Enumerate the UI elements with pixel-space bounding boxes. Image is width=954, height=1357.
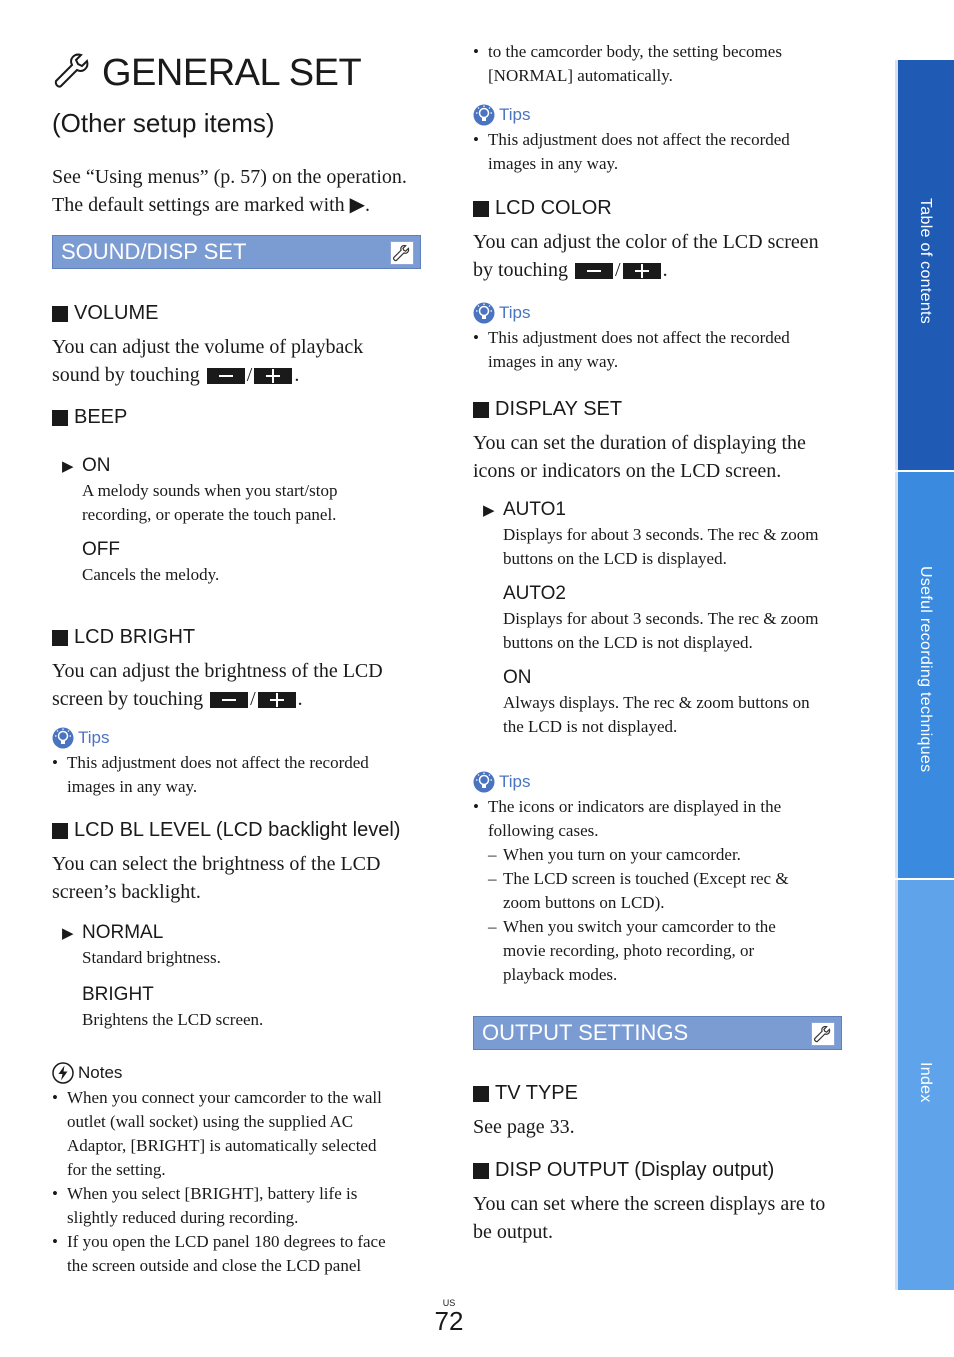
sidebar-tab-label: Index bbox=[917, 1062, 934, 1103]
list-item bbox=[488, 867, 845, 915]
minus-button-icon bbox=[575, 263, 613, 279]
text-line: screen’s backlight. bbox=[52, 881, 201, 903]
text-line: You can set where the screen displays are to bbox=[473, 1193, 826, 1215]
option-label-text: NORMAL bbox=[82, 922, 164, 943]
text-span: screen by touching bbox=[52, 688, 204, 710]
item-heading bbox=[473, 398, 845, 421]
intro-line: The default settings are marked with ▶. bbox=[52, 194, 371, 216]
square-bullet-icon bbox=[473, 1163, 489, 1179]
square-bullet-icon bbox=[52, 630, 68, 646]
minus-button-icon bbox=[207, 368, 245, 384]
default-marker-icon: ▶ bbox=[483, 502, 495, 519]
option-description: Cancels the melody. bbox=[82, 565, 220, 584]
item-heading-text: DISP OUTPUT (Display output) bbox=[495, 1159, 775, 1181]
item-heading-text: VOLUME bbox=[74, 302, 159, 324]
tv-type-item bbox=[473, 1082, 845, 1141]
option-description bbox=[82, 479, 424, 527]
section-title: SOUND/DISP SET bbox=[61, 239, 247, 264]
text-line: You can adjust the volume of playback bbox=[52, 336, 364, 358]
item-description bbox=[52, 333, 424, 389]
tips-lightbulb-icon bbox=[473, 104, 495, 126]
option-label: AUTO2 bbox=[503, 583, 567, 604]
notes-warning-icon bbox=[52, 1062, 74, 1084]
text-line: images in any way. bbox=[488, 352, 619, 371]
wrench-icon bbox=[52, 51, 96, 95]
text-line: buttons on the LCD is not displayed. bbox=[503, 633, 753, 652]
text-line: screen by touching / . bbox=[52, 688, 303, 710]
item-heading-text: DISPLAY SET bbox=[495, 398, 623, 420]
option-label-text: AUTO1 bbox=[503, 499, 567, 520]
item-description bbox=[52, 657, 424, 713]
text-line: You can select the brightness of the LCD bbox=[52, 853, 381, 875]
text-line: by touching / . bbox=[473, 259, 668, 281]
section-bar-output bbox=[473, 1016, 842, 1050]
note-continuation bbox=[473, 40, 845, 176]
text-line: for the setting. bbox=[67, 1160, 166, 1179]
text-line: You can adjust the color of the LCD screen bbox=[473, 231, 819, 253]
text-line: slightly reduced during recording. bbox=[67, 1208, 299, 1227]
item-heading bbox=[52, 626, 424, 649]
notes-heading bbox=[52, 1062, 424, 1084]
text-line: Adaptor, [BRIGHT] is automatically selected bbox=[67, 1136, 377, 1155]
text-span: by touching bbox=[473, 259, 568, 281]
tips-heading bbox=[52, 727, 424, 749]
section-title: OUTPUT SETTINGS bbox=[482, 1020, 689, 1045]
tips-list bbox=[473, 795, 845, 843]
text-line: A melody sounds when you start/stop bbox=[82, 481, 338, 500]
notes-heading-text: Notes bbox=[78, 1063, 123, 1082]
sidebar-tab-label: Useful recording techniques bbox=[917, 566, 934, 773]
text-line: Always displays. The rec & zoom buttons on bbox=[503, 693, 810, 712]
text-line: outlet (wall socket) using the supplied AC bbox=[67, 1112, 354, 1131]
item-heading bbox=[52, 819, 424, 842]
option-auto1 bbox=[483, 499, 845, 571]
page-title bbox=[52, 40, 424, 106]
text-line: If you open the LCD panel 180 degrees to face bbox=[67, 1232, 386, 1251]
page-number-text: 72 bbox=[434, 1306, 464, 1336]
page-number bbox=[434, 1298, 464, 1334]
tips-heading-text: Tips bbox=[499, 105, 531, 124]
list-item bbox=[52, 1182, 424, 1230]
text-line: The icons or indicators are displayed in the bbox=[488, 797, 782, 816]
tips-heading-text: Tips bbox=[499, 303, 531, 322]
list-item bbox=[488, 915, 845, 987]
cases-list bbox=[488, 843, 845, 987]
text-line: This adjustment does not affect the recorded bbox=[488, 328, 790, 347]
tips-heading-text: Tips bbox=[78, 728, 110, 747]
item-heading-text: BEEP bbox=[74, 406, 128, 428]
text-line: images in any way. bbox=[67, 777, 198, 796]
text-line: This adjustment does not affect the recorded bbox=[67, 753, 369, 772]
square-bullet-icon bbox=[473, 1086, 489, 1102]
item-heading bbox=[52, 406, 424, 429]
option-label: ON bbox=[503, 667, 532, 688]
option-description bbox=[503, 607, 845, 655]
tips-lightbulb-icon bbox=[473, 302, 495, 324]
item-description bbox=[473, 429, 845, 485]
plus-button-icon bbox=[254, 368, 292, 384]
text-line: Displays for about 3 seconds. The rec & zoom bbox=[503, 609, 819, 628]
lcd-bl-level-item bbox=[52, 819, 424, 1278]
default-marker-icon: ▶ bbox=[62, 458, 74, 475]
intro-text bbox=[52, 163, 424, 219]
text-line: be output. bbox=[473, 1221, 553, 1243]
option-label bbox=[62, 922, 424, 944]
text-line: the LCD is not displayed. bbox=[503, 717, 678, 736]
item-description bbox=[473, 228, 845, 284]
separator: / bbox=[615, 259, 621, 281]
item-heading bbox=[473, 197, 845, 220]
item-heading bbox=[473, 1082, 845, 1105]
text-line: movie recording, photo recording, or bbox=[503, 941, 755, 960]
option-label bbox=[483, 499, 845, 521]
separator: / bbox=[250, 688, 256, 710]
text-line: icons or indicators on the LCD screen. bbox=[473, 460, 782, 482]
text-span: sound by touching bbox=[52, 364, 200, 386]
sidebar-tab-table-of-contents[interactable] bbox=[895, 60, 954, 470]
text-line: When you turn on your camcorder. bbox=[503, 845, 741, 864]
sidebar-tab-label: Table of contents bbox=[917, 198, 934, 325]
option-bright bbox=[62, 984, 424, 1032]
option-on bbox=[62, 455, 424, 527]
tips-lightbulb-icon bbox=[52, 727, 74, 749]
list-item bbox=[488, 843, 845, 867]
text-line: When you select [BRIGHT], battery life is bbox=[67, 1184, 358, 1203]
sidebar-tab-useful-recording-techniques[interactable] bbox=[895, 472, 954, 878]
default-marker-icon: ▶ bbox=[62, 925, 74, 942]
text-line: When you switch your camcorder to the bbox=[503, 917, 776, 936]
item-description bbox=[52, 850, 424, 906]
list-item bbox=[473, 40, 845, 88]
item-heading-text: LCD BRIGHT bbox=[74, 626, 196, 648]
text-line: [NORMAL] automatically. bbox=[488, 66, 673, 85]
volume-item bbox=[52, 302, 424, 389]
tips-heading-text: Tips bbox=[499, 772, 531, 791]
square-bullet-icon bbox=[52, 823, 68, 839]
intro-line: See “Using menus” (p. 57) on the operation. bbox=[52, 166, 407, 188]
sidebar-tab-index[interactable] bbox=[895, 880, 954, 1290]
option-on bbox=[483, 667, 845, 739]
plus-button-icon bbox=[258, 692, 296, 708]
option-description: Brightens the LCD screen. bbox=[82, 1010, 264, 1029]
item-heading-text: LCD COLOR bbox=[495, 197, 612, 219]
wrench-icon bbox=[811, 1022, 835, 1046]
wrench-icon bbox=[390, 241, 414, 265]
text-line: sound by touching / . bbox=[52, 364, 300, 386]
notes-list-continued bbox=[473, 40, 845, 88]
tips-heading bbox=[473, 771, 845, 793]
tips-list bbox=[473, 326, 845, 374]
option-label bbox=[62, 455, 424, 477]
text-line: zoom buttons on LCD). bbox=[503, 893, 665, 912]
minus-button-icon bbox=[210, 692, 248, 708]
item-heading bbox=[52, 302, 424, 325]
tips-heading bbox=[473, 104, 845, 126]
item-heading-text: LCD BL LEVEL (LCD backlight level) bbox=[74, 819, 401, 841]
text-line: Displays for about 3 seconds. The rec & zoom bbox=[503, 525, 819, 544]
text-line: You can adjust the brightness of the LCD bbox=[52, 660, 383, 682]
square-bullet-icon bbox=[473, 402, 489, 418]
list-item bbox=[52, 751, 424, 799]
separator: / bbox=[246, 364, 253, 386]
list-item bbox=[52, 1086, 424, 1182]
option-label: OFF bbox=[82, 539, 120, 560]
tips-list bbox=[52, 751, 424, 799]
tips-lightbulb-icon bbox=[473, 771, 495, 793]
page-subtitle: (Other setup items) bbox=[52, 108, 275, 138]
item-heading bbox=[473, 1159, 845, 1182]
text-line: You can set the duration of displaying the bbox=[473, 432, 806, 454]
text-line: buttons on the LCD is displayed. bbox=[503, 549, 727, 568]
left-column bbox=[52, 40, 424, 219]
square-bullet-icon bbox=[52, 306, 68, 322]
option-normal bbox=[62, 922, 424, 970]
square-bullet-icon bbox=[52, 410, 68, 426]
option-description bbox=[503, 691, 845, 739]
text-line: following cases. bbox=[488, 821, 599, 840]
text-line: the screen outside and close the LCD panel bbox=[67, 1256, 362, 1275]
disp-output-item bbox=[473, 1159, 845, 1246]
text-line: recording, or operate the touch panel. bbox=[82, 505, 337, 524]
tips-list bbox=[473, 128, 845, 176]
text-line: This adjustment does not affect the recorded bbox=[488, 130, 790, 149]
plus-button-icon bbox=[623, 263, 661, 279]
option-label: BRIGHT bbox=[82, 984, 154, 1005]
notes-list bbox=[52, 1086, 424, 1278]
region-code: US bbox=[442, 1298, 456, 1308]
item-description bbox=[473, 1190, 845, 1246]
option-description: Standard brightness. bbox=[82, 948, 221, 967]
square-bullet-icon bbox=[473, 201, 489, 217]
option-description bbox=[503, 523, 845, 571]
text-line: playback modes. bbox=[503, 965, 618, 984]
list-item bbox=[473, 128, 845, 176]
list-item bbox=[473, 795, 845, 843]
item-description: See page 33. bbox=[473, 1116, 575, 1138]
text-line: images in any way. bbox=[488, 154, 619, 173]
option-label-text: ON bbox=[82, 455, 111, 476]
tips-heading bbox=[473, 302, 845, 324]
section-bar-sound-disp bbox=[52, 235, 421, 269]
lcd-color-item bbox=[473, 197, 845, 374]
item-heading-text: TV TYPE bbox=[495, 1082, 578, 1104]
text-line: When you connect your camcorder to the wall bbox=[67, 1088, 382, 1107]
option-auto2 bbox=[483, 583, 845, 655]
page-title-text: GENERAL SET bbox=[102, 51, 362, 94]
lcd-bright-item bbox=[52, 626, 424, 799]
list-item bbox=[473, 326, 845, 374]
beep-item bbox=[52, 406, 424, 587]
text-line: The LCD screen is touched (Except rec & bbox=[503, 869, 789, 888]
option-off bbox=[62, 539, 424, 587]
text-line: to the camcorder body, the setting becomes bbox=[488, 42, 782, 61]
display-set-item bbox=[473, 398, 845, 987]
list-item bbox=[52, 1230, 424, 1278]
